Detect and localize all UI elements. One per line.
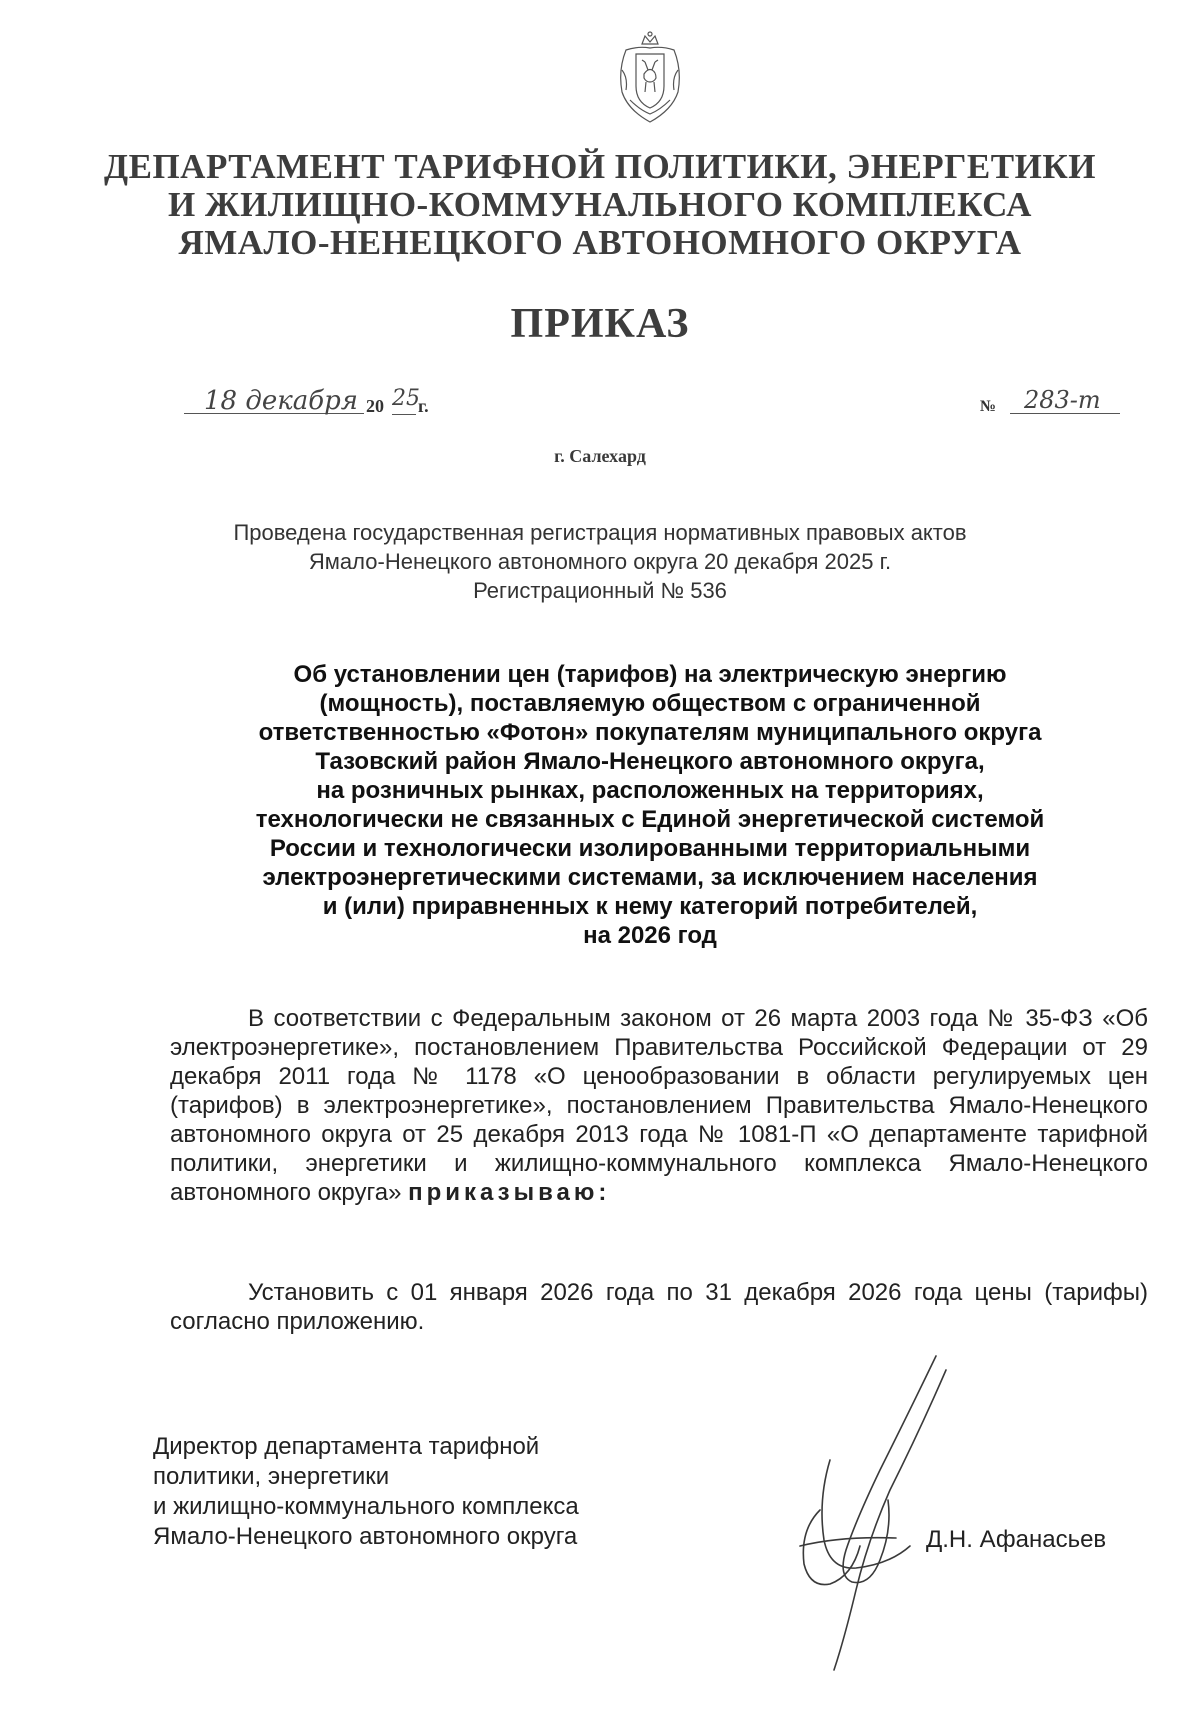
department-header-line-1: ДЕПАРТАМЕНТ ТАРИФНОЙ ПОЛИТИКИ, ЭНЕРГЕТИКИ <box>104 147 1096 186</box>
subject-line-1: Об установлении цен (тарифов) на электрическую энергию <box>293 661 1007 688</box>
registration-line-2: Ямало-Ненецкого автономного округа 20 декабря 2025 г. <box>308 549 892 574</box>
order-number <box>980 386 1140 426</box>
handwritten-year: 25 <box>392 386 416 415</box>
handwritten-number: 283-т <box>1010 386 1120 414</box>
subject-line-5: на розничных рынках, расположенных на территориях, <box>316 777 984 804</box>
subject-line-3: ответственностью «Фотон» покупателям муниципального округа <box>258 719 1042 746</box>
preamble-text: В соответствии с Федеральным законом от 26 марта 2003 года № 35-ФЗ «Об электроэнергетике», постановлением Правительства Российской Федерации от 29 декабря 2011 года № 1178 «О ценообразовании в области регулируемых цен (тарифов) в электроэнергетике», постановлением Правительства Ямало-Ненецкого автономного округа от 25 декабря 2013 года № 1081-П «О департаменте тарифной политики, энергетики и жилищно-коммунального комплекса Ямало-Ненецкого автономного округа» <box>170 1005 1148 1206</box>
signer-position <box>153 1432 713 1552</box>
coat-of-arms-icon <box>612 30 688 126</box>
signer-position-line-2: политики, энергетики <box>153 1463 390 1490</box>
subject-line-2: (мощность), поставляемую обществом с ограниченной <box>319 690 981 717</box>
handwritten-signature <box>760 1350 960 1680</box>
year-prefix: 20 <box>366 396 384 416</box>
document-type-title: ПРИКАЗ <box>510 301 690 347</box>
department-header-line-3: ЯМАЛО-НЕНЕЦКОГО АВТОНОМНОГО ОКРУГА <box>178 223 1022 262</box>
signer-name: Д.Н. Афанасьев <box>926 1526 1107 1553</box>
order-subject <box>150 660 1150 950</box>
signer-position-line-4: Ямало-Ненецкого автономного округа <box>153 1523 578 1550</box>
subject-line-8: электроэнергетическими системами, за исключением населения <box>262 864 1038 891</box>
registration-line-3: Регистрационный № 536 <box>473 578 727 603</box>
number-label: № <box>980 398 997 415</box>
registration-line-1: Проведена государственная регистрация нормативных правовых актов <box>233 520 967 545</box>
department-header <box>100 148 1100 262</box>
department-header-line-2: И ЖИЛИЩНО-КОММУНАЛЬНОГО КОМПЛЕКСА <box>168 185 1032 224</box>
subject-line-7: России и технологически изолированными территориальными <box>269 835 1031 862</box>
body-paragraph-preamble <box>170 1004 1148 1207</box>
subject-line-4: Тазовский район Ямало-Ненецкого автономного округа, <box>315 748 985 775</box>
year-suffix: г. <box>418 396 429 416</box>
body-paragraph-order: Установить с 01 января 2026 года по 31 декабря 2026 года цены (тарифы) согласно приложению. <box>170 1279 1148 1335</box>
registration-note <box>0 518 1200 605</box>
order-word: приказываю: <box>408 1179 611 1206</box>
city-label: г. Салехард <box>554 446 646 466</box>
subject-line-6: технологически не связанных с Единой энергетической системой <box>255 806 1045 833</box>
signer-position-line-3: и жилищно-коммунального комплекса <box>153 1493 579 1520</box>
signer-position-line-1: Директор департамента тарифной <box>153 1433 540 1460</box>
subject-line-10: на 2026 год <box>583 922 717 949</box>
subject-line-9: и (или) приравненных к нему категорий потребителей, <box>322 893 978 920</box>
handwritten-date: 18 декабря <box>184 386 364 414</box>
